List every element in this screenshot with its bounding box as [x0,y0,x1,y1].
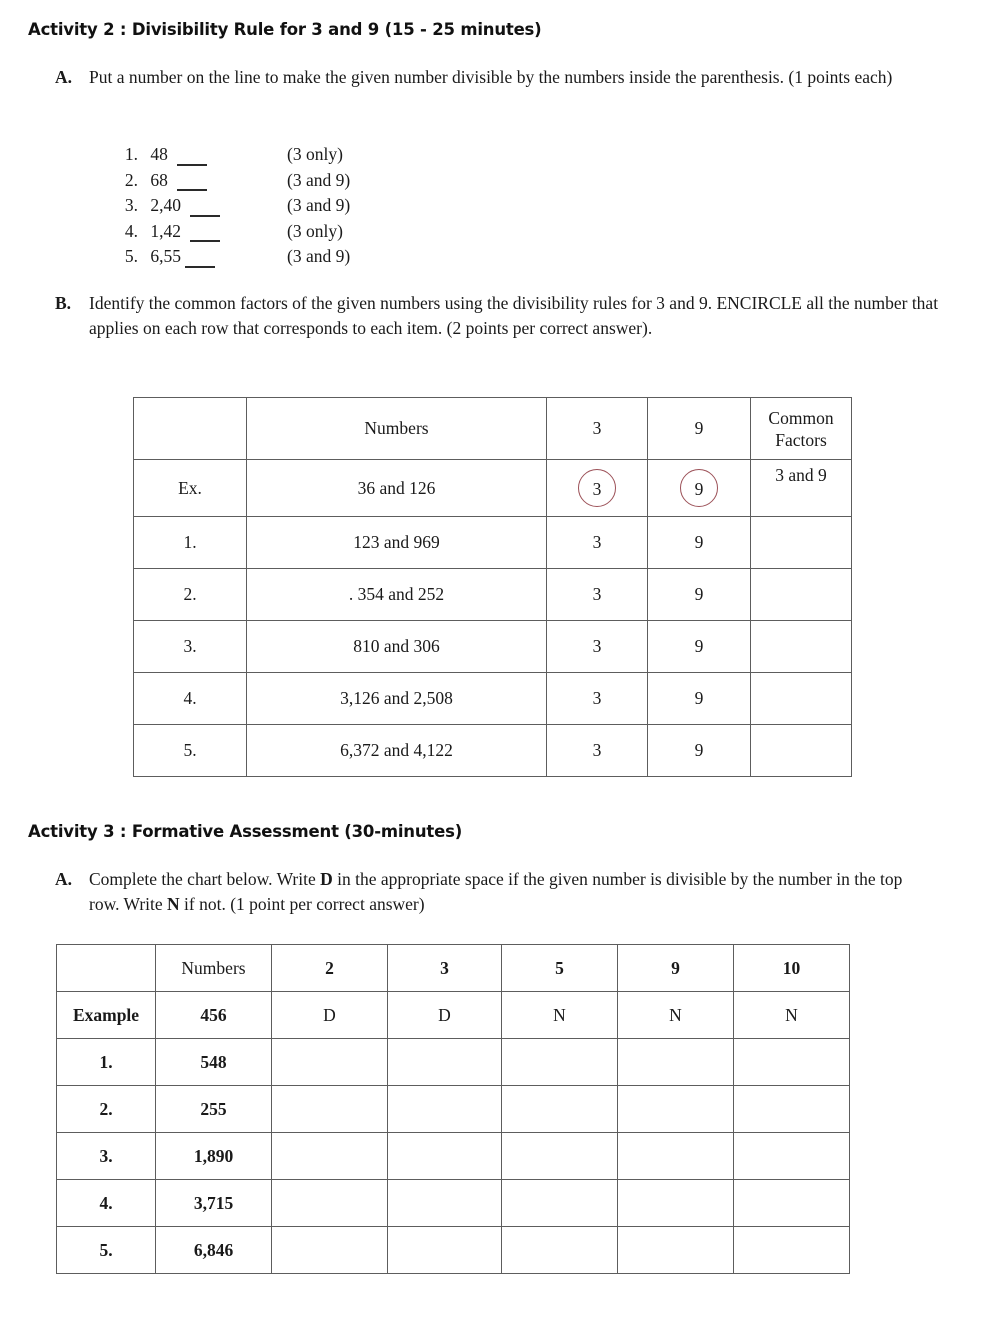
cell-div-10[interactable] [734,1133,850,1180]
cell-div-3[interactable] [388,1086,502,1133]
header-three: 3 [388,945,502,992]
common-factors-table [133,397,852,777]
cell-div-2[interactable] [272,1227,388,1274]
table-row [57,1039,850,1086]
list-item [112,142,343,168]
cell-div-3[interactable] [388,1133,502,1180]
answer-blank[interactable] [190,227,220,242]
row-numbers: 3,715 [156,1180,272,1227]
header-blank [134,398,247,460]
list-item [112,168,351,194]
row-label: 5. [134,725,247,777]
row-numbers: 548 [156,1039,272,1086]
cell-div-9[interactable] [618,1086,734,1133]
table-row [57,1086,850,1133]
row-label: 2. [134,569,247,621]
row-numbers: 123 and 969 [247,517,547,569]
cell-div-10[interactable] [734,1180,850,1227]
row-label: 3. [134,621,247,673]
cell-div-9[interactable] [618,1227,734,1274]
header-common-line2: Factors [775,429,827,450]
item-parenthesis: (3 and 9) [287,169,351,190]
list-item [112,193,351,219]
header-numbers: Numbers [247,398,547,460]
table-header-row [134,398,852,460]
table-row [57,992,850,1039]
list-item [112,219,343,245]
bold-n-letter: N [167,894,180,914]
item-value: 68 [150,169,168,190]
cell-nine[interactable]: 9 [648,517,751,569]
header-nine: 9 [648,398,751,460]
row-label: 5. [57,1227,156,1274]
cell-div-5[interactable] [502,1133,618,1180]
cell-three[interactable]: 3 [547,673,648,725]
cell-div-5[interactable] [502,1086,618,1133]
cell-div-3[interactable]: D [388,992,502,1039]
item-value: 1,42 [150,220,181,241]
answer-blank[interactable] [185,253,215,268]
cell-div-5[interactable]: N [502,992,618,1039]
row-numbers: 810 and 306 [247,621,547,673]
cell-div-3[interactable] [388,1180,502,1227]
row-numbers: 36 and 126 [247,460,547,517]
part-a-text [89,867,935,917]
header-blank [57,945,156,992]
cell-div-10[interactable] [734,1227,850,1274]
header-three: 3 [547,398,648,460]
cell-div-2[interactable] [272,1039,388,1086]
table-row [134,725,852,777]
table-row [57,1133,850,1180]
item-number: 3. [124,195,138,215]
cell-nine[interactable]: 9 [648,569,751,621]
bold-d-letter: D [320,869,333,889]
instruction-text-middle: in the appropriate space if the given number is divisible by the number in the top row. Write [89,869,903,914]
header-numbers: Numbers [156,945,272,992]
answer-blank[interactable] [177,151,207,166]
item-parenthesis: (3 and 9) [287,246,351,266]
cell-nine[interactable]: 9 [648,725,751,777]
cell-common-factors[interactable] [751,673,852,725]
cell-div-5[interactable] [502,1227,618,1274]
item-parenthesis: (3 only) [287,144,343,164]
table-row [134,673,852,725]
encircled-three: 3 [578,469,616,507]
header-nine: 9 [618,945,734,992]
cell-div-3[interactable] [388,1039,502,1086]
item-number: 2. [124,169,138,190]
item-number: 4. [124,220,138,241]
cell-div-9[interactable]: N [618,992,734,1039]
part-a-letter: A. [55,869,73,889]
row-label: 1. [134,517,247,569]
row-numbers: . 354 and 252 [247,569,547,621]
table-row [57,1227,850,1274]
cell-div-10[interactable]: N [734,992,850,1039]
cell-div-2[interactable]: D [272,992,388,1039]
table-row [134,569,852,621]
cell-three[interactable]: 3 [547,725,648,777]
cell-div-9[interactable] [618,1039,734,1086]
cell-three[interactable] [547,460,648,517]
table-row [134,621,852,673]
answer-blank[interactable] [190,202,220,217]
cell-div-9[interactable] [618,1180,734,1227]
cell-three[interactable]: 3 [547,517,648,569]
header-ten: 10 [734,945,850,992]
cell-div-5[interactable] [502,1039,618,1086]
cell-div-10[interactable] [734,1039,850,1086]
cell-div-3[interactable] [388,1227,502,1274]
activity-3-part-a-instruction [55,867,935,917]
fill-in-list [112,142,351,270]
cell-div-2[interactable] [272,1180,388,1227]
row-numbers: 3,126 and 2,508 [247,673,547,725]
cell-div-5[interactable] [502,1180,618,1227]
item-value: 6,55 [150,246,181,266]
table-row [134,517,852,569]
item-parenthesis: (3 only) [287,220,343,241]
cell-div-2[interactable] [272,1133,388,1180]
cell-nine[interactable]: 9 [648,621,751,673]
activity-2-part-a-instruction [55,65,935,90]
cell-common-factors[interactable] [751,621,852,673]
cell-common-factors[interactable] [751,517,852,569]
table-row [134,460,852,517]
header-common-line1: Common [768,407,834,428]
table-row [57,1180,850,1227]
header-common-factors [751,398,852,460]
cell-common-factors[interactable]: 3 and 9 [751,460,852,517]
row-numbers: 6,372 and 4,122 [247,725,547,777]
row-label: 2. [57,1086,156,1133]
divisibility-chart-table [56,944,850,1274]
row-label: 1. [57,1039,156,1086]
row-label: 4. [134,673,247,725]
encircled-nine: 9 [680,469,718,507]
item-value: 48 [150,144,168,164]
list-item [112,244,351,270]
activity-2-heading: Activity 2 : Divisibility Rule for 3 and 9 (15 - 25 minutes) [28,20,542,39]
row-numbers: 6,846 [156,1227,272,1274]
header-two: 2 [272,945,388,992]
cell-nine[interactable]: 9 [648,673,751,725]
item-number: 5. [124,246,138,266]
item-number: 1. [124,144,138,164]
cell-div-9[interactable] [618,1133,734,1180]
part-a-text: Put a number on the line to make the given number divisible by the numbers inside the parenthesis. (1 points each) [89,67,893,87]
row-numbers: 1,890 [156,1133,272,1180]
table-header-row [57,945,850,992]
row-label: 4. [57,1180,156,1227]
answer-blank[interactable] [177,176,207,191]
cell-div-2[interactable] [272,1086,388,1133]
cell-common-factors[interactable] [751,725,852,777]
cell-three[interactable]: 3 [547,621,648,673]
row-numbers: 456 [156,992,272,1039]
cell-div-10[interactable] [734,1086,850,1133]
part-b-text: Identify the common factors of the given numbers using the divisibility rules for 3 and 9. ENCIRCLE all the number that applies on each row that corresponds to each item. (2 points per correct answer). [89,293,939,338]
item-parenthesis: (3 and 9) [287,195,351,215]
cell-three[interactable]: 3 [547,569,648,621]
part-a-letter: A. [55,67,73,87]
activity-2-part-b-instruction [55,291,940,341]
item-value: 2,40 [150,195,181,215]
row-label: Example [57,992,156,1039]
part-b-letter: B. [55,293,72,313]
header-five: 5 [502,945,618,992]
cell-common-factors[interactable] [751,569,852,621]
row-label: 3. [57,1133,156,1180]
instruction-text-after: if not. (1 point per correct answer) [179,894,425,914]
instruction-text-before: Complete the chart below. Write [89,869,321,889]
activity-3-heading: Activity 3 : Formative Assessment (30-minutes) [28,822,463,841]
row-label: Ex. [134,460,247,517]
cell-nine[interactable] [648,460,751,517]
row-numbers: 255 [156,1086,272,1133]
